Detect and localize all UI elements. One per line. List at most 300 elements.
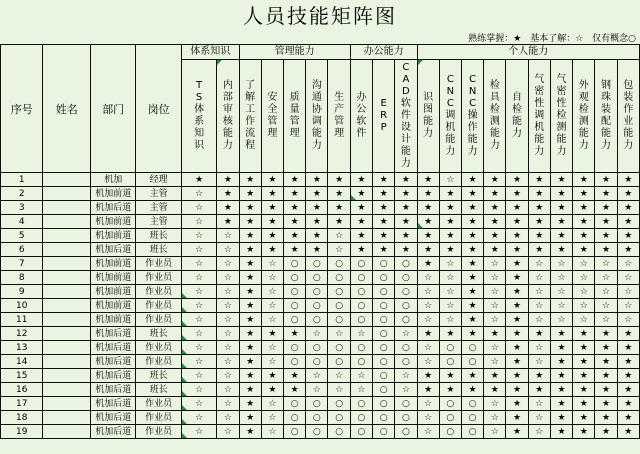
skill-level-cell[interactable]: ★ (550, 187, 572, 201)
skill-level-cell[interactable]: ☆ (617, 285, 639, 299)
skill-level-cell[interactable]: ☆ (617, 271, 639, 285)
post-cell[interactable]: 作业员 (136, 285, 181, 299)
post-cell[interactable]: 主管 (136, 215, 181, 229)
skill-level-cell[interactable]: ★ (239, 313, 261, 327)
skill-level-cell[interactable]: ○ (350, 397, 372, 411)
skill-level-cell[interactable]: ★ (550, 411, 572, 425)
skill-level-cell[interactable]: ★ (506, 173, 528, 187)
skill-level-cell[interactable]: ☆ (217, 299, 239, 313)
row-number-cell[interactable]: 4 (1, 215, 43, 229)
row-number-cell[interactable]: 11 (1, 313, 43, 327)
skill-level-cell[interactable]: ○ (350, 271, 372, 285)
skill-level-cell[interactable]: ○ (328, 285, 350, 299)
skill-level-cell[interactable]: ★ (350, 201, 372, 215)
skill-level-cell[interactable]: ☆ (328, 243, 350, 257)
skill-level-cell[interactable]: ○ (306, 313, 328, 327)
post-cell[interactable]: 班长 (136, 243, 181, 257)
skill-column-header[interactable] (373, 60, 395, 173)
skill-level-cell[interactable]: ★ (261, 201, 283, 215)
skill-level-cell[interactable]: ★ (595, 229, 617, 243)
name-cell[interactable] (43, 173, 91, 187)
header-seq[interactable]: 序号 (1, 45, 43, 173)
skill-level-cell[interactable]: ☆ (417, 313, 439, 327)
skill-level-cell[interactable]: ☆ (573, 313, 595, 327)
skill-level-cell[interactable]: ○ (373, 327, 395, 341)
skill-level-cell[interactable]: ☆ (484, 299, 506, 313)
row-number-cell[interactable]: 5 (1, 229, 43, 243)
skill-level-cell[interactable]: ★ (550, 201, 572, 215)
dept-cell[interactable]: 机加前道 (90, 187, 135, 201)
skill-level-cell[interactable]: ○ (350, 313, 372, 327)
skill-level-cell[interactable]: ★ (261, 215, 283, 229)
dept-cell[interactable]: 机加前道 (90, 229, 135, 243)
skill-level-cell[interactable]: ☆ (181, 313, 216, 327)
skill-level-cell[interactable]: ○ (373, 313, 395, 327)
skill-level-cell[interactable]: ○ (306, 257, 328, 271)
skill-level-cell[interactable]: ★ (373, 243, 395, 257)
skill-level-cell[interactable]: ★ (461, 327, 483, 341)
skill-level-cell[interactable]: ☆ (439, 257, 461, 271)
name-cell[interactable] (43, 229, 91, 243)
post-cell[interactable]: 作业员 (136, 425, 181, 439)
skill-level-cell[interactable]: ★ (573, 201, 595, 215)
skill-level-cell[interactable]: ★ (239, 271, 261, 285)
skill-level-cell[interactable]: ★ (239, 285, 261, 299)
skill-level-cell[interactable]: ☆ (550, 271, 572, 285)
skill-level-cell[interactable]: ★ (373, 187, 395, 201)
dept-cell[interactable]: 机加后道 (90, 397, 135, 411)
skill-level-cell[interactable]: ☆ (261, 271, 283, 285)
skill-level-cell[interactable]: ☆ (528, 397, 550, 411)
skill-level-cell[interactable]: ○ (350, 257, 372, 271)
skill-level-cell[interactable]: ★ (239, 201, 261, 215)
skill-level-cell[interactable]: ★ (239, 187, 261, 201)
skill-level-cell[interactable]: ★ (573, 173, 595, 187)
skill-level-cell[interactable]: ★ (573, 369, 595, 383)
dept-cell[interactable]: 机加前道 (90, 313, 135, 327)
skill-level-cell[interactable]: ☆ (528, 411, 550, 425)
skill-level-cell[interactable]: ★ (417, 229, 439, 243)
skill-column-header[interactable] (328, 60, 350, 173)
skill-level-cell[interactable]: ☆ (217, 397, 239, 411)
skill-level-cell[interactable]: ○ (350, 285, 372, 299)
skill-level-cell[interactable]: ★ (617, 229, 639, 243)
skill-level-cell[interactable]: ★ (528, 243, 550, 257)
skill-level-cell[interactable]: ○ (284, 397, 306, 411)
skill-group-header[interactable]: 个人能力 (417, 45, 640, 60)
skill-level-cell[interactable]: ★ (617, 425, 639, 439)
skill-level-cell[interactable]: ☆ (306, 327, 328, 341)
skill-level-cell[interactable]: ★ (506, 383, 528, 397)
skill-level-cell[interactable]: ★ (484, 215, 506, 229)
skill-level-cell[interactable]: ★ (484, 201, 506, 215)
skill-level-cell[interactable]: ☆ (528, 285, 550, 299)
skill-level-cell[interactable]: ☆ (550, 257, 572, 271)
name-cell[interactable] (43, 187, 91, 201)
post-cell[interactable]: 作业员 (136, 257, 181, 271)
row-number-cell[interactable]: 15 (1, 369, 43, 383)
skill-level-cell[interactable]: ☆ (306, 383, 328, 397)
skill-level-cell[interactable]: ★ (573, 411, 595, 425)
skill-level-cell[interactable]: ★ (617, 383, 639, 397)
skill-level-cell[interactable]: ★ (528, 215, 550, 229)
skill-level-cell[interactable]: ★ (239, 355, 261, 369)
skill-level-cell[interactable]: ★ (506, 299, 528, 313)
skill-group-header[interactable]: 管理能力 (239, 45, 350, 60)
skill-level-cell[interactable]: ☆ (484, 285, 506, 299)
skill-level-cell[interactable]: ★ (328, 201, 350, 215)
skill-level-cell[interactable]: ○ (328, 257, 350, 271)
skill-level-cell[interactable]: ★ (506, 271, 528, 285)
skill-level-cell[interactable]: ○ (395, 285, 417, 299)
skill-column-header[interactable] (528, 60, 550, 173)
skill-level-cell[interactable]: ☆ (328, 327, 350, 341)
skill-level-cell[interactable]: ☆ (181, 327, 216, 341)
skill-level-cell[interactable]: ☆ (261, 313, 283, 327)
skill-level-cell[interactable]: ☆ (217, 383, 239, 397)
skill-level-cell[interactable]: ★ (417, 187, 439, 201)
skill-level-cell[interactable]: ○ (350, 299, 372, 313)
skill-level-cell[interactable]: ○ (439, 341, 461, 355)
row-number-cell[interactable]: 7 (1, 257, 43, 271)
skill-level-cell[interactable]: ★ (528, 201, 550, 215)
skill-level-cell[interactable]: ★ (350, 229, 372, 243)
skill-level-cell[interactable]: ☆ (217, 425, 239, 439)
dept-cell[interactable]: 机加后道 (90, 341, 135, 355)
skill-level-cell[interactable]: ★ (284, 383, 306, 397)
skill-level-cell[interactable]: ★ (595, 215, 617, 229)
skill-level-cell[interactable]: ★ (573, 187, 595, 201)
skill-level-cell[interactable]: ☆ (595, 313, 617, 327)
skill-level-cell[interactable]: ★ (261, 229, 283, 243)
skill-level-cell[interactable]: ○ (373, 397, 395, 411)
dept-cell[interactable]: 机加后道 (90, 201, 135, 215)
skill-level-cell[interactable]: ☆ (417, 411, 439, 425)
skill-level-cell[interactable]: ☆ (181, 383, 216, 397)
skill-level-cell[interactable]: ○ (284, 271, 306, 285)
skill-column-header[interactable] (617, 60, 639, 173)
skill-column-header[interactable] (261, 60, 283, 173)
row-number-cell[interactable]: 16 (1, 383, 43, 397)
skill-level-cell[interactable]: ○ (328, 355, 350, 369)
post-cell[interactable]: 作业员 (136, 299, 181, 313)
skill-level-cell[interactable]: ☆ (573, 271, 595, 285)
skill-level-cell[interactable]: ☆ (261, 425, 283, 439)
row-number-cell[interactable]: 3 (1, 201, 43, 215)
skill-level-cell[interactable]: ○ (284, 285, 306, 299)
skill-level-cell[interactable]: ○ (439, 355, 461, 369)
skill-level-cell[interactable]: ○ (373, 425, 395, 439)
skill-level-cell[interactable]: ★ (506, 257, 528, 271)
skill-level-cell[interactable]: ○ (306, 355, 328, 369)
skill-level-cell[interactable]: ★ (617, 341, 639, 355)
name-cell[interactable] (43, 383, 91, 397)
skill-level-cell[interactable]: ○ (439, 425, 461, 439)
dept-cell[interactable]: 机加前道 (90, 299, 135, 313)
skill-level-cell[interactable]: ★ (350, 187, 372, 201)
skill-level-cell[interactable]: ○ (461, 411, 483, 425)
skill-level-cell[interactable]: ★ (395, 215, 417, 229)
skill-level-cell[interactable]: ★ (439, 201, 461, 215)
skill-level-cell[interactable]: ★ (395, 187, 417, 201)
skill-level-cell[interactable]: ○ (328, 299, 350, 313)
skill-level-cell[interactable]: ★ (261, 369, 283, 383)
skill-level-cell[interactable]: ○ (306, 411, 328, 425)
skill-level-cell[interactable]: ○ (373, 369, 395, 383)
skill-level-cell[interactable]: ★ (484, 369, 506, 383)
skill-level-cell[interactable]: ★ (528, 327, 550, 341)
skill-level-cell[interactable]: ★ (239, 229, 261, 243)
skill-level-cell[interactable]: ★ (506, 201, 528, 215)
skill-level-cell[interactable]: ☆ (261, 341, 283, 355)
skill-level-cell[interactable]: ☆ (484, 257, 506, 271)
skill-level-cell[interactable]: ★ (506, 425, 528, 439)
skill-level-cell[interactable]: ★ (461, 201, 483, 215)
skill-level-cell[interactable]: ○ (350, 411, 372, 425)
skill-level-cell[interactable]: ★ (617, 243, 639, 257)
skill-level-cell[interactable]: ☆ (573, 285, 595, 299)
skill-level-cell[interactable]: ★ (306, 243, 328, 257)
skill-level-cell[interactable]: ★ (395, 243, 417, 257)
skill-level-cell[interactable]: ★ (484, 383, 506, 397)
skill-level-cell[interactable]: ☆ (217, 341, 239, 355)
skill-level-cell[interactable]: ★ (617, 397, 639, 411)
skill-level-cell[interactable]: ★ (328, 215, 350, 229)
skill-level-cell[interactable]: ○ (439, 397, 461, 411)
skill-group-header[interactable]: 办公能力 (350, 45, 417, 60)
skill-level-cell[interactable]: ★ (350, 215, 372, 229)
skill-level-cell[interactable]: ★ (506, 187, 528, 201)
skill-level-cell[interactable]: ★ (573, 397, 595, 411)
skill-level-cell[interactable]: ☆ (306, 369, 328, 383)
skill-level-cell[interactable]: ○ (373, 271, 395, 285)
skill-level-cell[interactable]: ★ (239, 411, 261, 425)
skill-level-cell[interactable]: ★ (439, 327, 461, 341)
skill-level-cell[interactable]: ☆ (617, 299, 639, 313)
skill-level-cell[interactable]: ★ (617, 369, 639, 383)
skill-column-header[interactable] (306, 60, 328, 173)
name-cell[interactable] (43, 327, 91, 341)
skill-column-header[interactable] (506, 60, 528, 173)
skill-level-cell[interactable]: ○ (461, 341, 483, 355)
skill-level-cell[interactable]: ★ (595, 425, 617, 439)
skill-level-cell[interactable]: ☆ (181, 215, 216, 229)
skill-level-cell[interactable]: ★ (239, 327, 261, 341)
post-cell[interactable]: 作业员 (136, 397, 181, 411)
skill-level-cell[interactable]: ★ (595, 397, 617, 411)
skill-level-cell[interactable]: ○ (395, 425, 417, 439)
dept-cell[interactable]: 机加前道 (90, 271, 135, 285)
skill-level-cell[interactable]: ☆ (181, 257, 216, 271)
skill-level-cell[interactable]: ☆ (350, 383, 372, 397)
skill-level-cell[interactable]: ☆ (484, 397, 506, 411)
skill-level-cell[interactable]: ○ (373, 341, 395, 355)
skill-level-cell[interactable]: ★ (461, 187, 483, 201)
skill-level-cell[interactable]: ★ (284, 229, 306, 243)
row-number-cell[interactable]: 12 (1, 327, 43, 341)
skill-column-header[interactable] (350, 60, 372, 173)
skill-level-cell[interactable]: ★ (261, 173, 283, 187)
skill-level-cell[interactable]: ★ (528, 369, 550, 383)
skill-level-cell[interactable]: ☆ (417, 271, 439, 285)
skill-level-cell[interactable]: ★ (528, 187, 550, 201)
skill-level-cell[interactable]: ★ (461, 313, 483, 327)
skill-level-cell[interactable]: ★ (439, 187, 461, 201)
skill-group-header[interactable]: 体系知识 (181, 45, 239, 60)
skill-level-cell[interactable]: ☆ (439, 285, 461, 299)
skill-level-cell[interactable]: ★ (506, 229, 528, 243)
skill-level-cell[interactable]: ☆ (395, 327, 417, 341)
skill-level-cell[interactable]: ★ (617, 215, 639, 229)
skill-level-cell[interactable]: ★ (617, 173, 639, 187)
skill-level-cell[interactable]: ○ (328, 411, 350, 425)
name-cell[interactable] (43, 215, 91, 229)
skill-level-cell[interactable]: ★ (573, 355, 595, 369)
skill-level-cell[interactable]: ★ (261, 327, 283, 341)
skill-level-cell[interactable]: ★ (439, 243, 461, 257)
skill-level-cell[interactable]: ○ (328, 341, 350, 355)
dept-cell[interactable]: 机加 (90, 173, 135, 187)
skill-level-cell[interactable]: ★ (550, 243, 572, 257)
skill-column-header[interactable] (595, 60, 617, 173)
skill-level-cell[interactable]: ☆ (417, 285, 439, 299)
skill-level-cell[interactable]: ★ (461, 243, 483, 257)
skill-level-cell[interactable]: ☆ (261, 355, 283, 369)
skill-level-cell[interactable]: ★ (461, 215, 483, 229)
skill-level-cell[interactable]: ○ (461, 397, 483, 411)
skill-level-cell[interactable]: ★ (595, 243, 617, 257)
skill-level-cell[interactable]: ★ (528, 229, 550, 243)
skill-level-cell[interactable]: ○ (284, 341, 306, 355)
dept-cell[interactable]: 机加后道 (90, 369, 135, 383)
skill-level-cell[interactable]: ○ (439, 411, 461, 425)
skill-level-cell[interactable]: ★ (550, 327, 572, 341)
skill-level-cell[interactable]: ☆ (350, 369, 372, 383)
skill-level-cell[interactable]: ★ (484, 173, 506, 187)
skill-level-cell[interactable]: ★ (284, 201, 306, 215)
name-cell[interactable] (43, 271, 91, 285)
skill-level-cell[interactable]: ★ (506, 243, 528, 257)
skill-level-cell[interactable]: ○ (373, 299, 395, 313)
skill-level-cell[interactable]: ☆ (484, 411, 506, 425)
skill-level-cell[interactable]: ☆ (217, 271, 239, 285)
skill-level-cell[interactable]: ★ (417, 215, 439, 229)
skill-level-cell[interactable]: ☆ (328, 229, 350, 243)
skill-column-header[interactable] (550, 60, 572, 173)
skill-level-cell[interactable]: ○ (350, 355, 372, 369)
skill-level-cell[interactable]: ☆ (217, 369, 239, 383)
skill-level-cell[interactable]: ★ (573, 341, 595, 355)
skill-level-cell[interactable]: ○ (395, 257, 417, 271)
skill-level-cell[interactable]: ★ (617, 187, 639, 201)
post-cell[interactable]: 班长 (136, 369, 181, 383)
dept-cell[interactable]: 机加后道 (90, 327, 135, 341)
skill-level-cell[interactable]: ★ (239, 425, 261, 439)
skill-level-cell[interactable]: ★ (439, 229, 461, 243)
skill-level-cell[interactable]: ○ (284, 411, 306, 425)
skill-level-cell[interactable]: ★ (417, 383, 439, 397)
skill-level-cell[interactable]: ○ (395, 341, 417, 355)
skill-level-cell[interactable]: ★ (284, 369, 306, 383)
skill-level-cell[interactable]: ★ (506, 313, 528, 327)
skill-level-cell[interactable]: ★ (506, 327, 528, 341)
name-cell[interactable] (43, 397, 91, 411)
skill-level-cell[interactable]: ○ (284, 313, 306, 327)
skill-level-cell[interactable]: ☆ (217, 411, 239, 425)
skill-level-cell[interactable]: ★ (506, 369, 528, 383)
skill-level-cell[interactable]: ○ (350, 425, 372, 439)
skill-column-header[interactable] (395, 60, 417, 173)
skill-level-cell[interactable]: ○ (461, 425, 483, 439)
skill-level-cell[interactable]: ★ (350, 243, 372, 257)
skill-level-cell[interactable]: ☆ (417, 341, 439, 355)
name-cell[interactable] (43, 355, 91, 369)
post-cell[interactable]: 作业员 (136, 411, 181, 425)
skill-level-cell[interactable]: ★ (595, 355, 617, 369)
skill-level-cell[interactable]: ★ (239, 397, 261, 411)
skill-level-cell[interactable]: ○ (284, 355, 306, 369)
skill-level-cell[interactable]: ☆ (217, 229, 239, 243)
skill-level-cell[interactable]: ★ (506, 411, 528, 425)
dept-cell[interactable]: 机加后道 (90, 425, 135, 439)
skill-level-cell[interactable]: ☆ (484, 313, 506, 327)
skill-level-cell[interactable]: ★ (461, 383, 483, 397)
name-cell[interactable] (43, 243, 91, 257)
skill-level-cell[interactable]: ☆ (528, 271, 550, 285)
skill-level-cell[interactable]: ☆ (217, 313, 239, 327)
skill-level-cell[interactable]: ☆ (595, 257, 617, 271)
skill-level-cell[interactable]: ○ (306, 341, 328, 355)
skill-level-cell[interactable]: ★ (484, 229, 506, 243)
name-cell[interactable] (43, 313, 91, 327)
skill-level-cell[interactable]: ★ (595, 201, 617, 215)
skill-level-cell[interactable]: ★ (461, 285, 483, 299)
post-cell[interactable]: 作业员 (136, 313, 181, 327)
skill-level-cell[interactable]: ★ (373, 201, 395, 215)
skill-level-cell[interactable]: ★ (373, 215, 395, 229)
skill-level-cell[interactable]: ☆ (417, 397, 439, 411)
skill-level-cell[interactable]: ☆ (484, 355, 506, 369)
skill-level-cell[interactable]: ☆ (550, 285, 572, 299)
skill-level-cell[interactable]: ☆ (217, 355, 239, 369)
row-number-cell[interactable]: 6 (1, 243, 43, 257)
skill-level-cell[interactable]: ★ (328, 187, 350, 201)
post-cell[interactable]: 班长 (136, 383, 181, 397)
skill-level-cell[interactable]: ★ (461, 173, 483, 187)
skill-level-cell[interactable]: ★ (239, 341, 261, 355)
skill-level-cell[interactable]: ★ (595, 383, 617, 397)
skill-level-cell[interactable]: ★ (439, 383, 461, 397)
name-cell[interactable] (43, 341, 91, 355)
skill-level-cell[interactable]: ☆ (617, 257, 639, 271)
skill-level-cell[interactable]: ☆ (484, 425, 506, 439)
skill-level-cell[interactable]: ★ (484, 187, 506, 201)
skill-level-cell[interactable]: ☆ (261, 285, 283, 299)
row-number-cell[interactable]: 9 (1, 285, 43, 299)
skill-level-cell[interactable]: ★ (417, 257, 439, 271)
skill-column-header[interactable] (239, 60, 261, 173)
skill-level-cell[interactable]: ★ (484, 243, 506, 257)
skill-level-cell[interactable]: ☆ (181, 355, 216, 369)
skill-column-header[interactable] (573, 60, 595, 173)
skill-level-cell[interactable]: ★ (284, 327, 306, 341)
skill-level-cell[interactable]: ★ (439, 369, 461, 383)
skill-level-cell[interactable]: ★ (595, 187, 617, 201)
skill-level-cell[interactable]: ☆ (595, 271, 617, 285)
skill-level-cell[interactable]: ☆ (395, 383, 417, 397)
skill-level-cell[interactable]: ☆ (617, 313, 639, 327)
skill-level-cell[interactable]: ☆ (484, 271, 506, 285)
